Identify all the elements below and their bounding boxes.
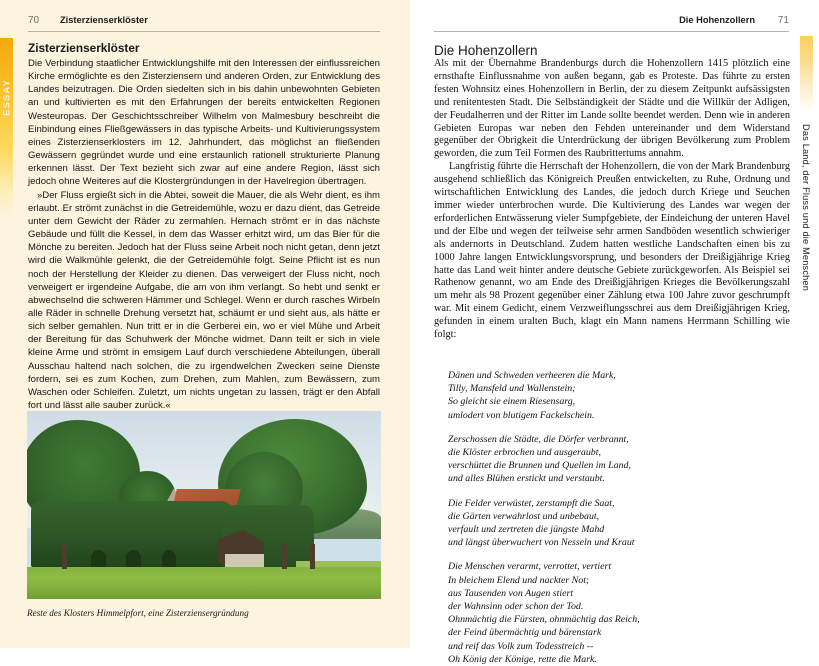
left-page-title: Zisterzienserklöster [28,40,140,55]
poem-line: aus Tausenden von Augen stiert [448,587,574,599]
poem-line: Die Menschen verarmt, verrottet, vertiert [448,561,612,573]
poem-line: In bleichem Elend und nackter Not; [448,574,590,586]
left-page-number: 70 [28,15,40,26]
poem-line: und längst überwuchert von Nesseln und Kraut [448,537,635,549]
photo-tree-trunk [62,544,67,568]
right-page-title: Die Hohenzollern [434,43,538,59]
poem-line: Zerschossen die Städte, die Dörfer verbrannt, [448,433,629,445]
poem-line: umlodert von blutigem Fackelschein. [448,409,595,421]
poem-block [448,369,778,666]
right-page [410,0,819,665]
right-body-text [434,58,790,342]
left-running-head: Zisterzienserklöster [60,15,148,25]
right-page-header [434,14,789,32]
essay-side-tab-label: ESSAY [1,79,13,116]
chapter-side-tab-label: Das Land, der Fluss und die Menschen [801,124,811,292]
poem-line: und reif das Volk zum Todesstreich -- [448,640,594,652]
poem-stanza [448,560,778,666]
left-paragraph-1: Die Verbindung staatlicher Entwicklungshilfe mit den Interessen der einflussreichen Kirche ermöglichte es den Zisterziensern und anderen Orden, zur Entwicklung des Landes beizutragen. Die Orden siedelten sich in bis dahin unbewohnten Gebieten an und kultivierten es mit den Erfahrungen der bereits entwickelten Regionen Westeuropas. Der Geschichtsschreiber Wilhelm von Malmesbury beschreibt die Einbindung eines Fließgewässers in das typische Arbeits- und Kultivierungssystem eines Zisterzienserklosters im 12. Jahrhundert, das möglichst an fließenden Gewässern gegründet wurde und eine erstaunlich rationell strukturierte Planung erkennen lässt. Der Text bezieht sich zwar auf eine andere Region, lässt sich jedoch ohne Weiteres auf die Klostergründungen in der Havelregion übertragen. [28,58,380,188]
poem-line: Die Felder verwüstet, zerstampft die Saat, [448,497,615,509]
poem-line: verschüttet die Brunnen und Quellen im Land, [448,460,631,472]
left-body-text [28,57,380,412]
photo-wall-arch [162,550,177,567]
right-running-head: Die Hohenzollern [679,15,755,25]
photo-wall-arch [126,550,141,567]
poem-stanza [448,497,778,550]
left-figure [27,411,381,618]
left-page-header [28,14,380,32]
poem-line: die Gärten verwahrlost und unbebaut, [448,510,600,522]
poem-line: und alles Blühen erstickt und verstaubt. [448,473,605,485]
monastery-photo [27,411,381,599]
poem-line: Ohnmächtig die Fürsten, ohnmächtig das Reich, [448,614,640,626]
left-page [0,0,410,648]
right-paragraph-2: Langfristig führte die Herrschaft der Hohenzollern, die von der Mark Brandenburg ausgehend schließlich das Königreich Preußen entwickelten, zu Ruhe, Ordnung und wirtschaftlichen Entwicklung des Landes, die jedoch durch Kriege und Seuchen immer wieder unterbrochen wurde. Die Kultivierung des Landes war wegen der erforderlichen Entwässerung vieler Sumpfgebiete, der Eindeichung der unteren Havel und der Elbe und wegen der teilweise sehr armen Sandböden wesentlich schwieriger als andernorts in Deutschland. Zudem hatten westliche Landschaften einen bis zu 1000 Jahre langen Entwicklungsvorsprung, und besonders der Dreißigjährige Krieg hatte das Land weit hinter andere deutsche Gebiete zurückgeworfen. Als Beispiel sei Rathenow genannt, wo am Ende des Dreißigjährigen Krieges die Bevölkerungszahl um mehr als 98 Prozent gegenüber einer Zählung etwa 100 Jahre zuvor geschrumpft war. Mit einem Gedicht, einem Verzweiflungsschrei aus dem Dreißigjährigen Krieg, gefunden in einem uralten Buch, klagt ein Mann namens Herrmann Schilling wie folgt: [434,161,790,341]
poem-line: die Klöster erbrochen und ausgeraubt, [448,447,601,459]
photo-wall-arch [91,550,106,567]
photo-caption: Reste des Klosters Himmelpfort, eine Zisterziensergründung [27,608,249,618]
photo-tree-trunk [282,544,287,568]
poem-stanza [448,433,778,486]
right-paragraph-1: Als mit der Übernahme Brandenburgs durch die Hohenzollern 1415 plötzlich eine ernsthafte Einflussnahme von außen begann, gab es Proteste. Das führte zu ersten festen Wohnsitz eines Hohenzollern in Berlin, der zu diesem Zeitpunkt aufsässigsten und renitentesten Stadt. Die Selbständigkeit der Städte und die Willkür der Adligen, der Feudalherren und der Ritter im Lande sollte beendet werden. Denn wie in anderen Gebieten Europas war neben den Fehden untereinander und dem Widerstand gegenüber der Obrigkeit die Unterdrückung der übrigen Bevölkerung zum Problem geworden, die zum Teil Formen des Raubrittertums annahm. [434,58,790,160]
poem-line: Oh König der Könige, rette die Mark. [448,653,597,665]
poem-line: Tilly, Mansfeld und Wallenstein; [448,383,576,395]
poem-line: der Wahnsinn oder schon der Tod. [448,601,584,613]
poem-stanza [448,369,778,422]
photo-lawn [27,567,381,599]
chapter-side-tab [800,36,813,112]
poem-line: Dänen und Schweden verheeren die Mark, [448,370,616,381]
photo-tree-trunk [310,544,315,568]
right-page-number: 71 [777,15,789,26]
poem-line: verfault und zertreten die jüngste Mahd [448,524,605,536]
poem-line: der Feind übermächtig und bärenstark [448,627,602,639]
left-paragraph-2: »Der Fluss ergießt sich in die Abtei, soweit die Mauer, die als Wehr dient, es ihm erlaubt. Er strömt zunächst in die Getreidemühle, wozu er dazu dient, das Getreide unter dem Gewicht der Räder zu zermahlen. Hernach strömt er in das nächste Gebäude und füllt die Kessel, in dem das Wasser erhitzt wird, um das Bier für die Mönche zu bereiten. Jedoch hat der Fluss seine Arbeit noch nicht getan, denn jetzt wird die Walkmühle gelenkt, die der Getreidemühle folgt. Seine Pflicht ist es nun noch der Herstellung der Kleider zu dienen. Das verweigert der Fluss nicht, noch verweigert er irgendeine Aufgabe, die am von ihm verlangt. So hebt und senkt er abwechselnd die schweren Hämmer und Schlegel. Wenn er durch rasches Wirbeln alle Räder in schnelle Drehung versetzt hat, schäumt er und sieht aus, als hätte er sich selber gemahlen. Nun tritt er in die Gerberei ein, wo er viel Mühe und Arbeit der Bereitung für das Schuhwerk der Mönche widmet. Dann teilt er sich in viele kleine Arme und strömt in emsigem Lauf durch verschiedene Abteilungen, überall Ausschau haltend nach solchen, die zu irgendwelchen Zwecken seine Dienste fordern, sei es zum Kochen, zum Drehen, zum Mahlen, zum Bewässern, zum Waschen oder Schleifen. Zuletzt, um nichts ungetan zu lassen, trägt er den Abfall fort und lässt alle sauber zurück.« [28,189,380,412]
poem-line: So gleicht sie einem Riesensarg, [448,396,576,408]
